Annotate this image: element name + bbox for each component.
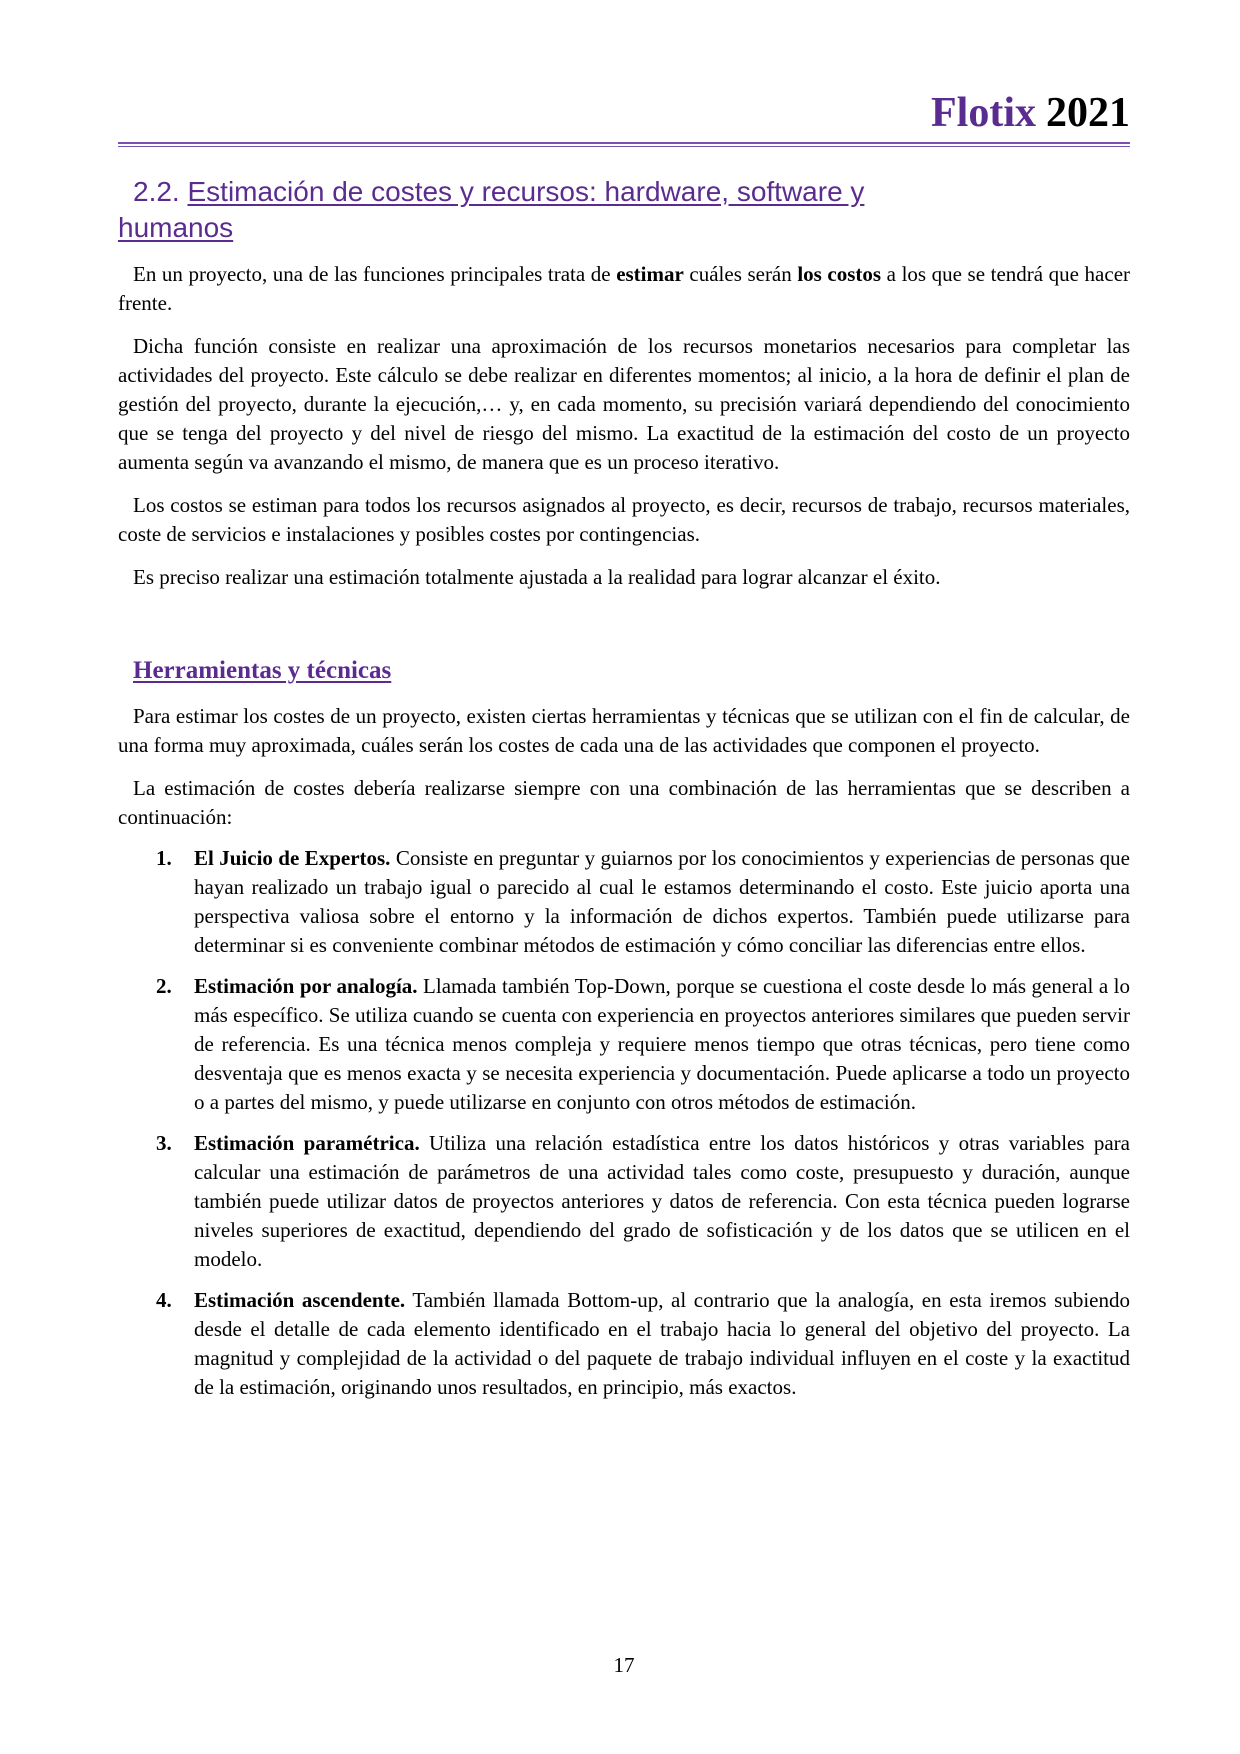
subsection-title: Herramientas y técnicas [133,657,392,684]
section-title [118,174,1130,246]
list-item-text: Llamada también Top-Down, porque se cuestiona el coste desde lo más general a lo más específico. Se utiliza cuando se cuenta con experiencia en proyectos anteriores similares que pueden servir de referencia. Es una técnica menos compleja y requiere menos tiempo que otras técnicas, pero tiene como desventaja que es menos exacta y se necesita experiencia y documentación. Puede aplicarse a todo un proyecto o a partes del mismo, y puede utilizarse en conjunto con otros métodos de estimación. [194,974,1130,1114]
list-marker: 3. [156,1131,172,1155]
emphasis-los-costos: los costos [797,262,882,286]
section-title-line2: humanos [118,212,234,243]
list-item-title: El Juicio de Expertos. [194,846,391,870]
list-marker: 2. [156,974,172,998]
subsection-paragraph-1: Para estimar los costes de un proyecto, existen ciertas herramientas y técnicas que se utilizan con el fin de calcular, de una forma muy aproximada, cuáles serán los costes de cada una de las actividades que componen el proyecto. [118,704,1130,757]
document-page [118,0,1130,1754]
subsection-paragraph-2: La estimación de costes debería realizarse siempre con una combinación de las herramientas que se describen a continuación: [118,776,1130,829]
emphasis-estimar: estimar [616,262,684,286]
intro-paragraph: En un proyecto, una de las funciones principales trata de estimar cuáles serán los costos a los que se tendrá que hacer frente. [118,262,1131,315]
header-brand: Flotix [931,90,1036,136]
list-item [118,972,1130,1117]
list-item-title: Estimación por analogía. [194,974,418,998]
list-item-text: También llamada Bottom-up, al contrario que la analogía, en esta iremos subiendo desde el detalle de cada elemento identificado en el trabajo hacia lo general del objetivo del proyecto. La magnitud y complejidad de la actividad o del paquete de trabajo individual influyen en el coste y la exactitud de la estimación, originando unos resultados, en principio, más exactos. [194,1288,1130,1399]
list-item [118,1286,1130,1402]
paragraph-resources: Los costos se estiman para todos los recursos asignados al proyecto, es decir, recursos de trabajo, recursos materiales, coste de servicios e instalaciones y posibles costes por contingencias. [118,493,1130,546]
paragraph-function: Dicha función consiste en realizar una aproximación de los recursos monetarios necesarios para completar las actividades del proyecto. Este cálculo se debe realizar en diferentes momentos; al inicio, a la hora de definir el plan de gestión del proyecto, durante la ejecución,… y, en cada momento, su precisión variará dependiendo del conocimiento que se tenga del proyecto y del nivel de riesgo del mismo. La exactitud de la estimación del costo de un proyecto aumenta según va avanzando el mismo, de manera que es un proceso iterativo. [118,334,1130,474]
header-year: 2021 [1046,90,1130,136]
list-item-text: Utiliza una relación estadística entre los datos históricos y otras variables para calcular una estimación de parámetros de una actividad tales como coste, presupuesto y duración, aunque también puede utilizar datos de proyectos anteriores y datos de referencia. Con esta técnica pueden lograrse niveles superiores de exactitud, dependiendo del grado de sofisticación y de los datos que se utilicen en el modelo. [194,1131,1130,1271]
list-item [118,1129,1130,1274]
list-marker: 4. [156,1288,172,1312]
header-rule [118,142,1130,147]
list-item-text: Consiste en preguntar y guiarnos por los conocimientos y experiencias de personas que hayan realizado un trabajo igual o parecido al cual le estamos determinando el costo. Este juicio aporta una perspectiva valiosa sobre el entorno y la información de dichos expertos. También puede utilizarse para determinar si es conveniente combinar métodos de estimación y cómo conciliar las diferencias entre ellos. [194,846,1130,957]
section-title-line1: Estimación de costes y recursos: hardware, software y [187,176,865,207]
tools-list [118,844,1130,1402]
list-item-title: Estimación paramétrica. [194,1131,420,1155]
section-number: 2.2. [133,176,180,207]
list-item [118,844,1130,960]
paragraph-success: Es preciso realizar una estimación totalmente ajustada a la realidad para lograr alcanzar el éxito. [133,565,941,589]
list-item-title: Estimación ascendente. [194,1288,406,1312]
page-number: 17 [613,1653,635,1677]
page-header [931,88,1130,138]
list-marker: 1. [156,846,172,870]
page-content [118,174,1130,1402]
